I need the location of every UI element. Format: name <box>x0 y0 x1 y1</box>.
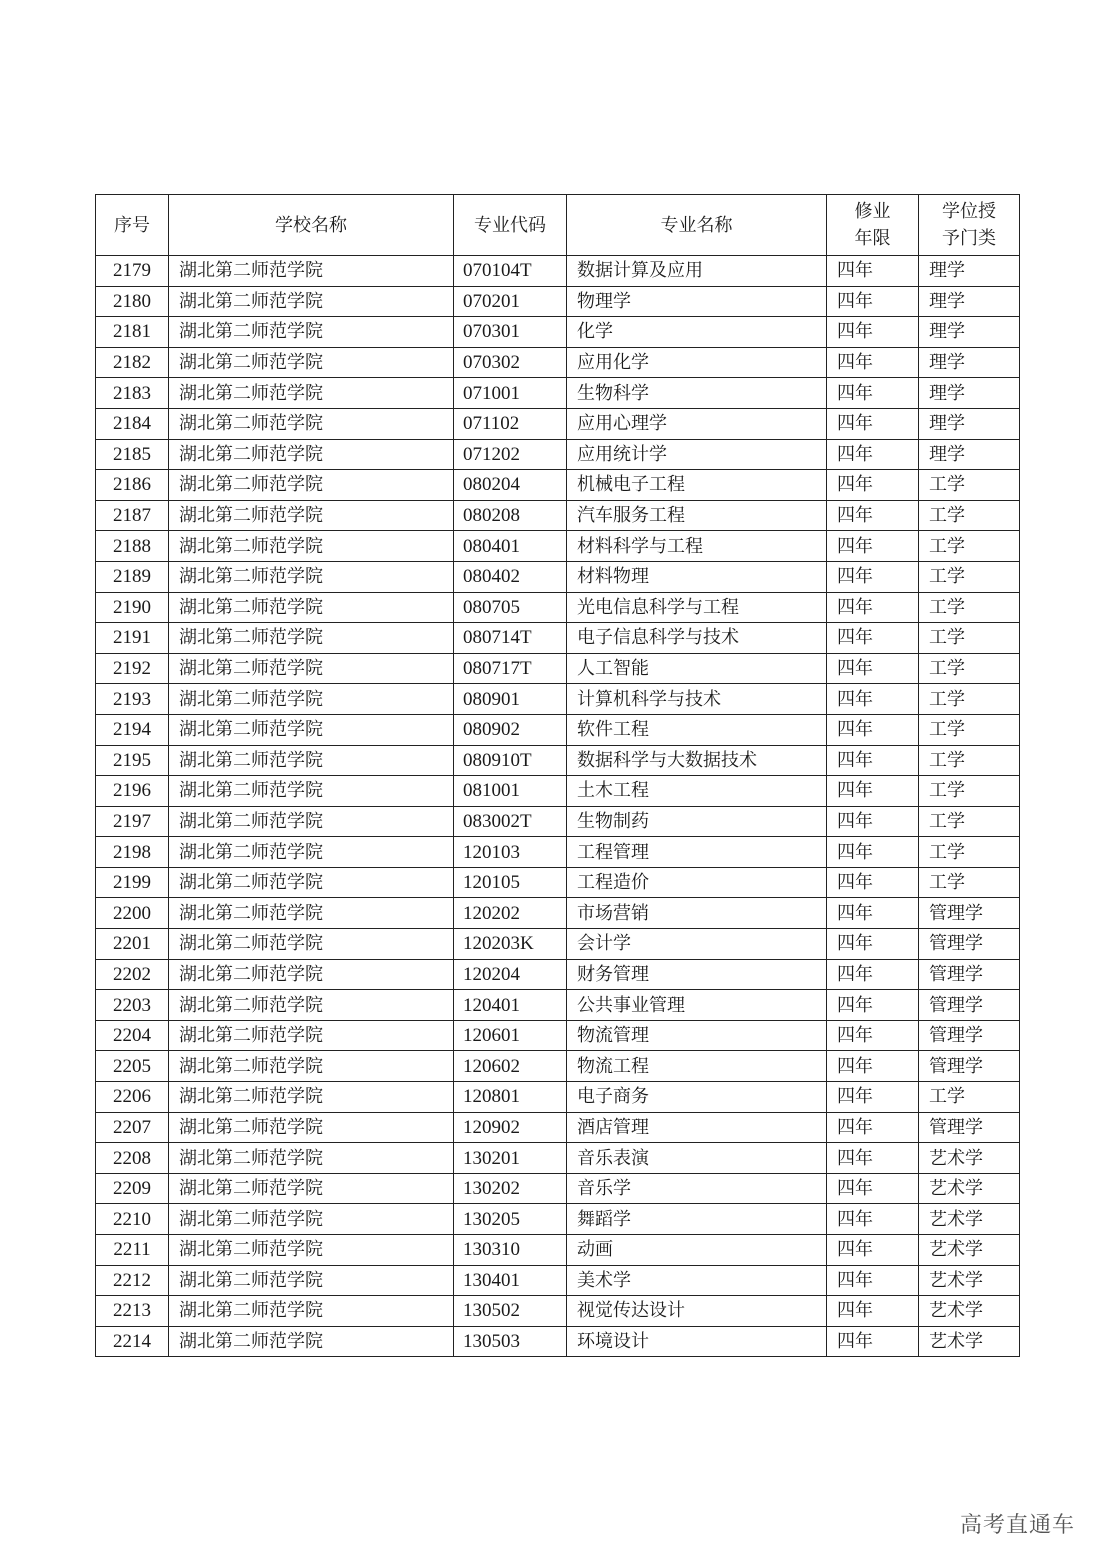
table-row <box>96 439 1020 470</box>
cell-major: 电子商务 <box>567 1082 827 1113</box>
cell-no: 2205 <box>96 1051 169 1082</box>
cell-school: 湖北第二师范学院 <box>169 408 454 439</box>
cell-no: 2194 <box>96 714 169 745</box>
cell-school: 湖北第二师范学院 <box>169 1235 454 1266</box>
cell-major: 财务管理 <box>567 959 827 990</box>
cell-school: 湖北第二师范学院 <box>169 317 454 348</box>
cell-major: 数据科学与大数据技术 <box>567 745 827 776</box>
cell-code: 080901 <box>454 684 567 715</box>
header-major: 专业名称 <box>567 195 827 256</box>
watermark: 高考直通车 <box>959 1513 1075 1538</box>
table-row <box>96 1020 1020 1051</box>
cell-major: 物理学 <box>567 286 827 317</box>
cell-major: 材料物理 <box>567 561 827 592</box>
cell-code: 120602 <box>454 1051 567 1082</box>
table-row <box>96 1051 1020 1082</box>
cell-major: 环境设计 <box>567 1326 827 1357</box>
table-row <box>96 347 1020 378</box>
cell-years: 四年 <box>827 1020 919 1051</box>
cell-no: 2203 <box>96 990 169 1021</box>
cell-no: 2213 <box>96 1296 169 1327</box>
cell-degree: 工学 <box>919 806 1020 837</box>
header-school: 学校名称 <box>169 195 454 256</box>
table-row <box>96 1173 1020 1204</box>
cell-code: 120203K <box>454 929 567 960</box>
header-code: 专业代码 <box>454 195 567 256</box>
cell-years: 四年 <box>827 317 919 348</box>
cell-degree: 理学 <box>919 408 1020 439</box>
cell-years: 四年 <box>827 378 919 409</box>
cell-school: 湖北第二师范学院 <box>169 1051 454 1082</box>
cell-years: 四年 <box>827 531 919 562</box>
cell-years: 四年 <box>827 439 919 470</box>
cell-years: 四年 <box>827 408 919 439</box>
table-row <box>96 1143 1020 1174</box>
cell-no: 2181 <box>96 317 169 348</box>
cell-code: 071001 <box>454 378 567 409</box>
cell-code: 120902 <box>454 1112 567 1143</box>
cell-no: 2195 <box>96 745 169 776</box>
cell-degree: 工学 <box>919 653 1020 684</box>
cell-degree: 理学 <box>919 439 1020 470</box>
cell-degree: 工学 <box>919 470 1020 501</box>
cell-years: 四年 <box>827 990 919 1021</box>
table-row <box>96 745 1020 776</box>
table-row <box>96 898 1020 929</box>
cell-years: 四年 <box>827 959 919 990</box>
cell-school: 湖北第二师范学院 <box>169 439 454 470</box>
cell-no: 2188 <box>96 531 169 562</box>
cell-major: 音乐表演 <box>567 1143 827 1174</box>
cell-years: 四年 <box>827 623 919 654</box>
cell-school: 湖北第二师范学院 <box>169 837 454 868</box>
cell-major: 汽车服务工程 <box>567 500 827 531</box>
header-no: 序号 <box>96 195 169 256</box>
cell-major: 机械电子工程 <box>567 470 827 501</box>
cell-school: 湖北第二师范学院 <box>169 653 454 684</box>
cell-degree: 理学 <box>919 256 1020 287</box>
cell-school: 湖北第二师范学院 <box>169 929 454 960</box>
cell-code: 130201 <box>454 1143 567 1174</box>
cell-school: 湖北第二师范学院 <box>169 1204 454 1235</box>
cell-years: 四年 <box>827 867 919 898</box>
cell-major: 人工智能 <box>567 653 827 684</box>
cell-major: 材料科学与工程 <box>567 531 827 562</box>
table-row <box>96 1112 1020 1143</box>
cell-major: 应用化学 <box>567 347 827 378</box>
cell-major: 生物科学 <box>567 378 827 409</box>
cell-degree: 工学 <box>919 684 1020 715</box>
cell-major: 物流管理 <box>567 1020 827 1051</box>
table-body <box>96 256 1020 1357</box>
cell-no: 2209 <box>96 1173 169 1204</box>
cell-code: 070301 <box>454 317 567 348</box>
cell-degree: 理学 <box>919 317 1020 348</box>
cell-years: 四年 <box>827 286 919 317</box>
table-row <box>96 470 1020 501</box>
cell-no: 2207 <box>96 1112 169 1143</box>
cell-no: 2199 <box>96 867 169 898</box>
cell-degree: 艺术学 <box>919 1235 1020 1266</box>
cell-no: 2193 <box>96 684 169 715</box>
cell-degree: 艺术学 <box>919 1265 1020 1296</box>
cell-degree: 理学 <box>919 286 1020 317</box>
cell-no: 2179 <box>96 256 169 287</box>
cell-degree: 工学 <box>919 776 1020 807</box>
cell-school: 湖北第二师范学院 <box>169 1020 454 1051</box>
cell-major: 音乐学 <box>567 1173 827 1204</box>
cell-school: 湖北第二师范学院 <box>169 990 454 1021</box>
table-row <box>96 929 1020 960</box>
cell-major: 舞蹈学 <box>567 1204 827 1235</box>
cell-no: 2182 <box>96 347 169 378</box>
cell-years: 四年 <box>827 500 919 531</box>
cell-code: 130310 <box>454 1235 567 1266</box>
cell-no: 2192 <box>96 653 169 684</box>
cell-major: 生物制药 <box>567 806 827 837</box>
cell-degree: 艺术学 <box>919 1173 1020 1204</box>
cell-years: 四年 <box>827 347 919 378</box>
table-row <box>96 256 1020 287</box>
cell-major: 土木工程 <box>567 776 827 807</box>
cell-school: 湖北第二师范学院 <box>169 898 454 929</box>
cell-years: 四年 <box>827 837 919 868</box>
cell-no: 2191 <box>96 623 169 654</box>
cell-no: 2186 <box>96 470 169 501</box>
cell-major: 化学 <box>567 317 827 348</box>
cell-school: 湖北第二师范学院 <box>169 561 454 592</box>
table-row <box>96 806 1020 837</box>
table-row <box>96 623 1020 654</box>
cell-major: 动画 <box>567 1235 827 1266</box>
cell-code: 120401 <box>454 990 567 1021</box>
cell-major: 会计学 <box>567 929 827 960</box>
table-row <box>96 837 1020 868</box>
header-degree-line1: 学位授 <box>942 201 996 222</box>
table-row <box>96 408 1020 439</box>
cell-school: 湖北第二师范学院 <box>169 1326 454 1357</box>
cell-code: 120601 <box>454 1020 567 1051</box>
table-row <box>96 500 1020 531</box>
header-years-line1: 修业 <box>854 201 891 222</box>
cell-code: 120103 <box>454 837 567 868</box>
cell-degree: 工学 <box>919 531 1020 562</box>
cell-major: 软件工程 <box>567 714 827 745</box>
cell-years: 四年 <box>827 256 919 287</box>
cell-code: 130502 <box>454 1296 567 1327</box>
cell-code: 080717T <box>454 653 567 684</box>
table-row <box>96 776 1020 807</box>
cell-code: 130205 <box>454 1204 567 1235</box>
table-row <box>96 990 1020 1021</box>
cell-code: 120204 <box>454 959 567 990</box>
cell-code: 070302 <box>454 347 567 378</box>
cell-school: 湖北第二师范学院 <box>169 1296 454 1327</box>
cell-school: 湖北第二师范学院 <box>169 745 454 776</box>
cell-years: 四年 <box>827 653 919 684</box>
cell-school: 湖北第二师范学院 <box>169 806 454 837</box>
cell-school: 湖北第二师范学院 <box>169 1143 454 1174</box>
cell-no: 2201 <box>96 929 169 960</box>
cell-years: 四年 <box>827 684 919 715</box>
table-row <box>96 592 1020 623</box>
cell-years: 四年 <box>827 898 919 929</box>
cell-code: 080402 <box>454 561 567 592</box>
cell-degree: 工学 <box>919 500 1020 531</box>
cell-no: 2187 <box>96 500 169 531</box>
table-row <box>96 867 1020 898</box>
cell-school: 湖北第二师范学院 <box>169 1173 454 1204</box>
cell-school: 湖北第二师范学院 <box>169 684 454 715</box>
cell-years: 四年 <box>827 1112 919 1143</box>
table-row <box>96 959 1020 990</box>
cell-no: 2184 <box>96 408 169 439</box>
cell-code: 070104T <box>454 256 567 287</box>
cell-years: 四年 <box>827 1173 919 1204</box>
header-degree-line2: 予门类 <box>942 228 996 249</box>
cell-no: 2202 <box>96 959 169 990</box>
cell-no: 2190 <box>96 592 169 623</box>
cell-degree: 工学 <box>919 745 1020 776</box>
header-row <box>96 195 1020 256</box>
table-row <box>96 1265 1020 1296</box>
cell-years: 四年 <box>827 1296 919 1327</box>
cell-school: 湖北第二师范学院 <box>169 1112 454 1143</box>
cell-degree: 管理学 <box>919 898 1020 929</box>
table-row <box>96 378 1020 409</box>
table-row <box>96 714 1020 745</box>
cell-years: 四年 <box>827 470 919 501</box>
cell-major: 工程造价 <box>567 867 827 898</box>
cell-no: 2180 <box>96 286 169 317</box>
table-row <box>96 653 1020 684</box>
cell-years: 四年 <box>827 1326 919 1357</box>
cell-years: 四年 <box>827 1235 919 1266</box>
header-degree <box>919 195 1020 256</box>
cell-degree: 管理学 <box>919 1112 1020 1143</box>
cell-code: 070201 <box>454 286 567 317</box>
table-row <box>96 1204 1020 1235</box>
table-header <box>96 195 1020 256</box>
cell-no: 2185 <box>96 439 169 470</box>
cell-degree: 工学 <box>919 592 1020 623</box>
majors-table <box>95 194 1020 1357</box>
cell-school: 湖北第二师范学院 <box>169 347 454 378</box>
cell-code: 080204 <box>454 470 567 501</box>
cell-major: 电子信息科学与技术 <box>567 623 827 654</box>
cell-years: 四年 <box>827 561 919 592</box>
header-years-line2: 年限 <box>854 228 891 249</box>
cell-years: 四年 <box>827 1143 919 1174</box>
cell-degree: 管理学 <box>919 1020 1020 1051</box>
cell-school: 湖北第二师范学院 <box>169 959 454 990</box>
cell-no: 2198 <box>96 837 169 868</box>
cell-degree: 艺术学 <box>919 1326 1020 1357</box>
cell-code: 130401 <box>454 1265 567 1296</box>
cell-major: 应用心理学 <box>567 408 827 439</box>
cell-degree: 工学 <box>919 1082 1020 1113</box>
cell-major: 光电信息科学与工程 <box>567 592 827 623</box>
header-years <box>827 195 919 256</box>
cell-no: 2210 <box>96 1204 169 1235</box>
cell-degree: 管理学 <box>919 929 1020 960</box>
cell-major: 公共事业管理 <box>567 990 827 1021</box>
cell-code: 080910T <box>454 745 567 776</box>
cell-school: 湖北第二师范学院 <box>169 776 454 807</box>
cell-degree: 工学 <box>919 837 1020 868</box>
cell-code: 120105 <box>454 867 567 898</box>
cell-degree: 艺术学 <box>919 1296 1020 1327</box>
cell-degree: 理学 <box>919 378 1020 409</box>
cell-years: 四年 <box>827 929 919 960</box>
cell-school: 湖北第二师范学院 <box>169 714 454 745</box>
cell-degree: 工学 <box>919 714 1020 745</box>
cell-years: 四年 <box>827 592 919 623</box>
cell-no: 2206 <box>96 1082 169 1113</box>
cell-degree: 管理学 <box>919 990 1020 1021</box>
cell-school: 湖北第二师范学院 <box>169 256 454 287</box>
cell-code: 080705 <box>454 592 567 623</box>
cell-code: 071102 <box>454 408 567 439</box>
cell-code: 083002T <box>454 806 567 837</box>
cell-years: 四年 <box>827 1204 919 1235</box>
cell-no: 2212 <box>96 1265 169 1296</box>
table-row <box>96 286 1020 317</box>
cell-major: 数据计算及应用 <box>567 256 827 287</box>
cell-no: 2208 <box>96 1143 169 1174</box>
cell-major: 物流工程 <box>567 1051 827 1082</box>
cell-degree: 艺术学 <box>919 1204 1020 1235</box>
cell-school: 湖北第二师范学院 <box>169 531 454 562</box>
cell-no: 2200 <box>96 898 169 929</box>
cell-no: 2189 <box>96 561 169 592</box>
cell-school: 湖北第二师范学院 <box>169 867 454 898</box>
table-row <box>96 684 1020 715</box>
cell-years: 四年 <box>827 745 919 776</box>
cell-years: 四年 <box>827 806 919 837</box>
cell-years: 四年 <box>827 1082 919 1113</box>
cell-degree: 管理学 <box>919 1051 1020 1082</box>
table-row <box>96 531 1020 562</box>
cell-code: 120801 <box>454 1082 567 1113</box>
cell-school: 湖北第二师范学院 <box>169 1265 454 1296</box>
cell-code: 081001 <box>454 776 567 807</box>
cell-code: 080902 <box>454 714 567 745</box>
cell-major: 视觉传达设计 <box>567 1296 827 1327</box>
cell-school: 湖北第二师范学院 <box>169 286 454 317</box>
cell-no: 2197 <box>96 806 169 837</box>
cell-code: 120202 <box>454 898 567 929</box>
cell-school: 湖北第二师范学院 <box>169 470 454 501</box>
cell-school: 湖北第二师范学院 <box>169 378 454 409</box>
cell-code: 080401 <box>454 531 567 562</box>
cell-years: 四年 <box>827 1051 919 1082</box>
cell-school: 湖北第二师范学院 <box>169 623 454 654</box>
cell-degree: 艺术学 <box>919 1143 1020 1174</box>
cell-degree: 工学 <box>919 623 1020 654</box>
cell-degree: 管理学 <box>919 959 1020 990</box>
cell-degree: 工学 <box>919 561 1020 592</box>
table-row <box>96 561 1020 592</box>
cell-degree: 理学 <box>919 347 1020 378</box>
cell-code: 080208 <box>454 500 567 531</box>
cell-no: 2196 <box>96 776 169 807</box>
cell-years: 四年 <box>827 714 919 745</box>
table-row <box>96 1326 1020 1357</box>
cell-major: 酒店管理 <box>567 1112 827 1143</box>
cell-code: 080714T <box>454 623 567 654</box>
cell-major: 应用统计学 <box>567 439 827 470</box>
cell-major: 计算机科学与技术 <box>567 684 827 715</box>
cell-years: 四年 <box>827 776 919 807</box>
cell-no: 2204 <box>96 1020 169 1051</box>
cell-major: 工程管理 <box>567 837 827 868</box>
cell-major: 市场营销 <box>567 898 827 929</box>
cell-school: 湖北第二师范学院 <box>169 500 454 531</box>
cell-no: 2183 <box>96 378 169 409</box>
majors-table-container <box>95 194 1019 1357</box>
table-row <box>96 1296 1020 1327</box>
cell-code: 130503 <box>454 1326 567 1357</box>
cell-no: 2211 <box>96 1235 169 1266</box>
table-row <box>96 1082 1020 1113</box>
table-row <box>96 1235 1020 1266</box>
cell-school: 湖北第二师范学院 <box>169 1082 454 1113</box>
cell-degree: 工学 <box>919 867 1020 898</box>
cell-years: 四年 <box>827 1265 919 1296</box>
cell-no: 2214 <box>96 1326 169 1357</box>
cell-school: 湖北第二师范学院 <box>169 592 454 623</box>
table-row <box>96 317 1020 348</box>
cell-code: 071202 <box>454 439 567 470</box>
cell-code: 130202 <box>454 1173 567 1204</box>
cell-major: 美术学 <box>567 1265 827 1296</box>
